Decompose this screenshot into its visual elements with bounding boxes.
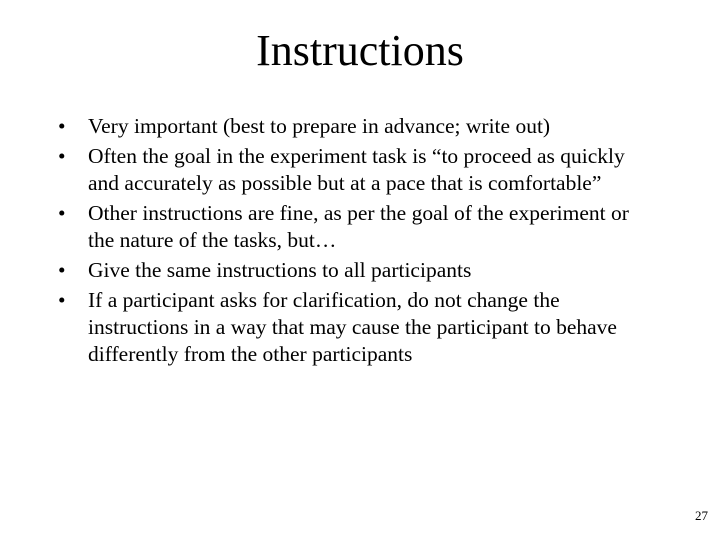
bullet-item bbox=[58, 257, 638, 284]
bullet-item bbox=[58, 113, 638, 140]
bullet-icon: • bbox=[58, 201, 66, 225]
bullet-list bbox=[58, 113, 638, 371]
bullet-icon: • bbox=[58, 258, 66, 282]
bullet-text: Often the goal in the experiment task is “to proceed as quickly and accurately as possible but at a pace that is comfortable” bbox=[88, 144, 625, 195]
bullet-item bbox=[58, 200, 638, 254]
bullet-text: Other instructions are fine, as per the goal of the experiment or the nature of the tasks, but… bbox=[88, 201, 629, 252]
slide-title: Instructions bbox=[256, 26, 464, 75]
bullet-item bbox=[58, 287, 638, 368]
bullet-icon: • bbox=[58, 114, 66, 138]
bullet-icon: • bbox=[58, 288, 66, 312]
bullet-text: Very important (best to prepare in advance; write out) bbox=[88, 114, 551, 138]
bullet-text: Give the same instructions to all participants bbox=[88, 258, 472, 282]
page-number: 27 bbox=[695, 508, 708, 523]
bullet-text: If a participant asks for clarification, do not change the instructions in a way that may cause the participant to behave differently from the other participants bbox=[88, 288, 617, 366]
bullet-icon: • bbox=[58, 144, 66, 168]
bullet-item bbox=[58, 143, 638, 197]
